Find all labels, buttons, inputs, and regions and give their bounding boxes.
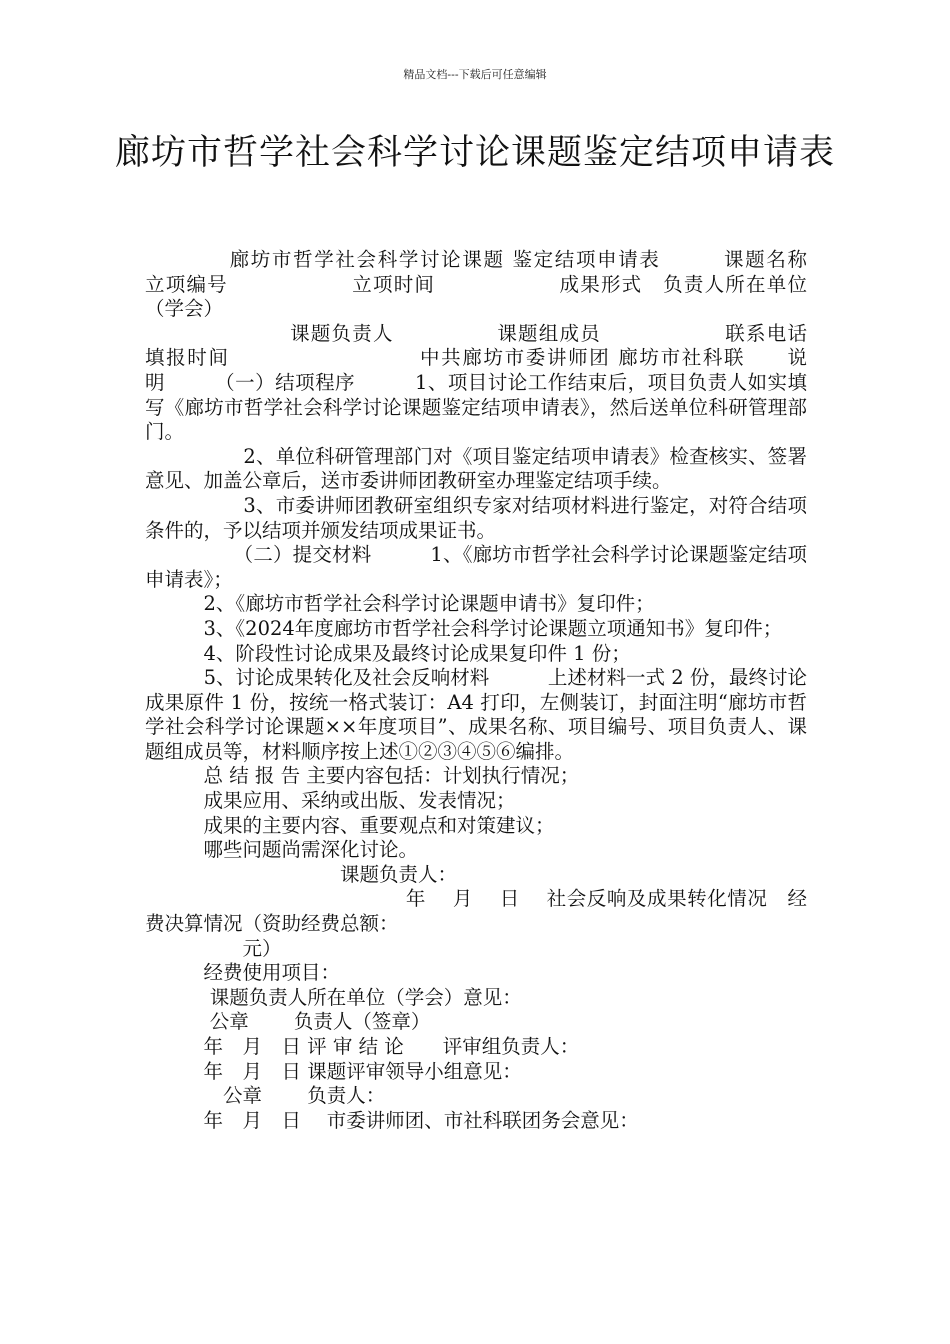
paragraph-summary-item-1: 成果应用、采纳或出版、发表情况； bbox=[145, 789, 516, 813]
paragraph-leadership-seal: 公章 负责人： bbox=[145, 1084, 386, 1108]
paragraph-date-and-funding: 年 月 日 社会反响及成果转化情况 经费决算情况（资助经费总额： bbox=[145, 887, 807, 936]
paragraph-funding-unit: 元） bbox=[145, 936, 282, 960]
page-header-note: 精品文档---下载后可任意编辑 bbox=[403, 68, 547, 81]
paragraph-project-leader: 课题负责人： bbox=[145, 862, 458, 886]
document-body bbox=[145, 248, 905, 1133]
paragraph-materials-4: 4、阶段性讨论成果及最终讨论成果复印件 1 份； bbox=[145, 641, 631, 665]
paragraph-procedure-3: 3、市委讲师团教研室组织专家对结项材料进行鉴定，对符合结项条件的，予以结项并颁发结项成果证书。 bbox=[145, 493, 807, 542]
paragraph-summary-report: 总 结 报 告 主要内容包括：计划执行情况； bbox=[145, 764, 580, 788]
paragraph-review-conclusion: 年 月 日 评 审 结 论 评审组负责人： bbox=[145, 1035, 580, 1058]
paragraph-materials-3: 3、《2024年度廊坊市哲学社会科学讨论课题立项通知书》复印件； bbox=[145, 616, 783, 640]
paragraph-summary-item-3: 哪些问题尚需深化讨论。 bbox=[145, 838, 419, 862]
paragraph-form-fields-cont: 课题负责人 课题组成员 联系电话 填报时间 中共廊坊市委讲师团 廊坊市社科联 说 明 （一）结项程序 1、项目讨论工作结束后，项目负责人如实填写《廊坊市哲学社会科学讨论课题鉴定结项申请表》，然后送单位科研管理部门。 bbox=[145, 321, 905, 444]
paragraph-materials-1: （二）提交材料 1、《廊坊市哲学社会科学讨论课题鉴定结项申请表》； bbox=[145, 543, 807, 591]
paragraph-final-opinion: 年 月 日 市委讲师团、市社科联团务会意见： bbox=[145, 1108, 639, 1132]
paragraph-summary-item-2: 成果的主要内容、重要观点和对策建议； bbox=[145, 813, 555, 837]
document-title: 廊坊市哲学社会科学讨论课题鉴定结项申请表 bbox=[114, 133, 835, 173]
paragraph-procedure-2: 2、单位科研管理部门对《项目鉴定结项申请表》检查核实、签署意见、加盖公章后，送市委讲师团教研室办理鉴定结项手续。 bbox=[145, 444, 807, 493]
paragraph-unit-opinion: 课题负责人所在单位（学会）意见： bbox=[145, 985, 522, 1009]
paragraph-seal-signature: 公章 负责人（签章） bbox=[145, 1010, 431, 1034]
paragraph-materials-5: 5、讨论成果转化及社会反响材料 上述材料一式 2 份，最终讨论成果原件 1 份，按统一格式装订：A4 打印，左侧装订，封面注明“廊坊市哲学社会科学讨论课题××年度项目”、成果名称、项目编号、项目负责人、课题组成员等，材料顺序按上述①②③④⑤⑥编排。 bbox=[145, 666, 807, 763]
paragraph-funding-items: 经费使用项目： bbox=[145, 961, 341, 985]
paragraph-materials-2: 2、《廊坊市哲学社会科学讨论课题申请书》复印件； bbox=[145, 592, 655, 616]
paragraph-form-fields: 廊坊市哲学社会科学讨论课题 鉴定结项申请表 课题名称 立项编号 立项时间 成果形式 负责人所在单位（学会） bbox=[145, 248, 905, 321]
paragraph-leadership-opinion: 年 月 日 课题评审领导小组意见： bbox=[145, 1059, 522, 1083]
